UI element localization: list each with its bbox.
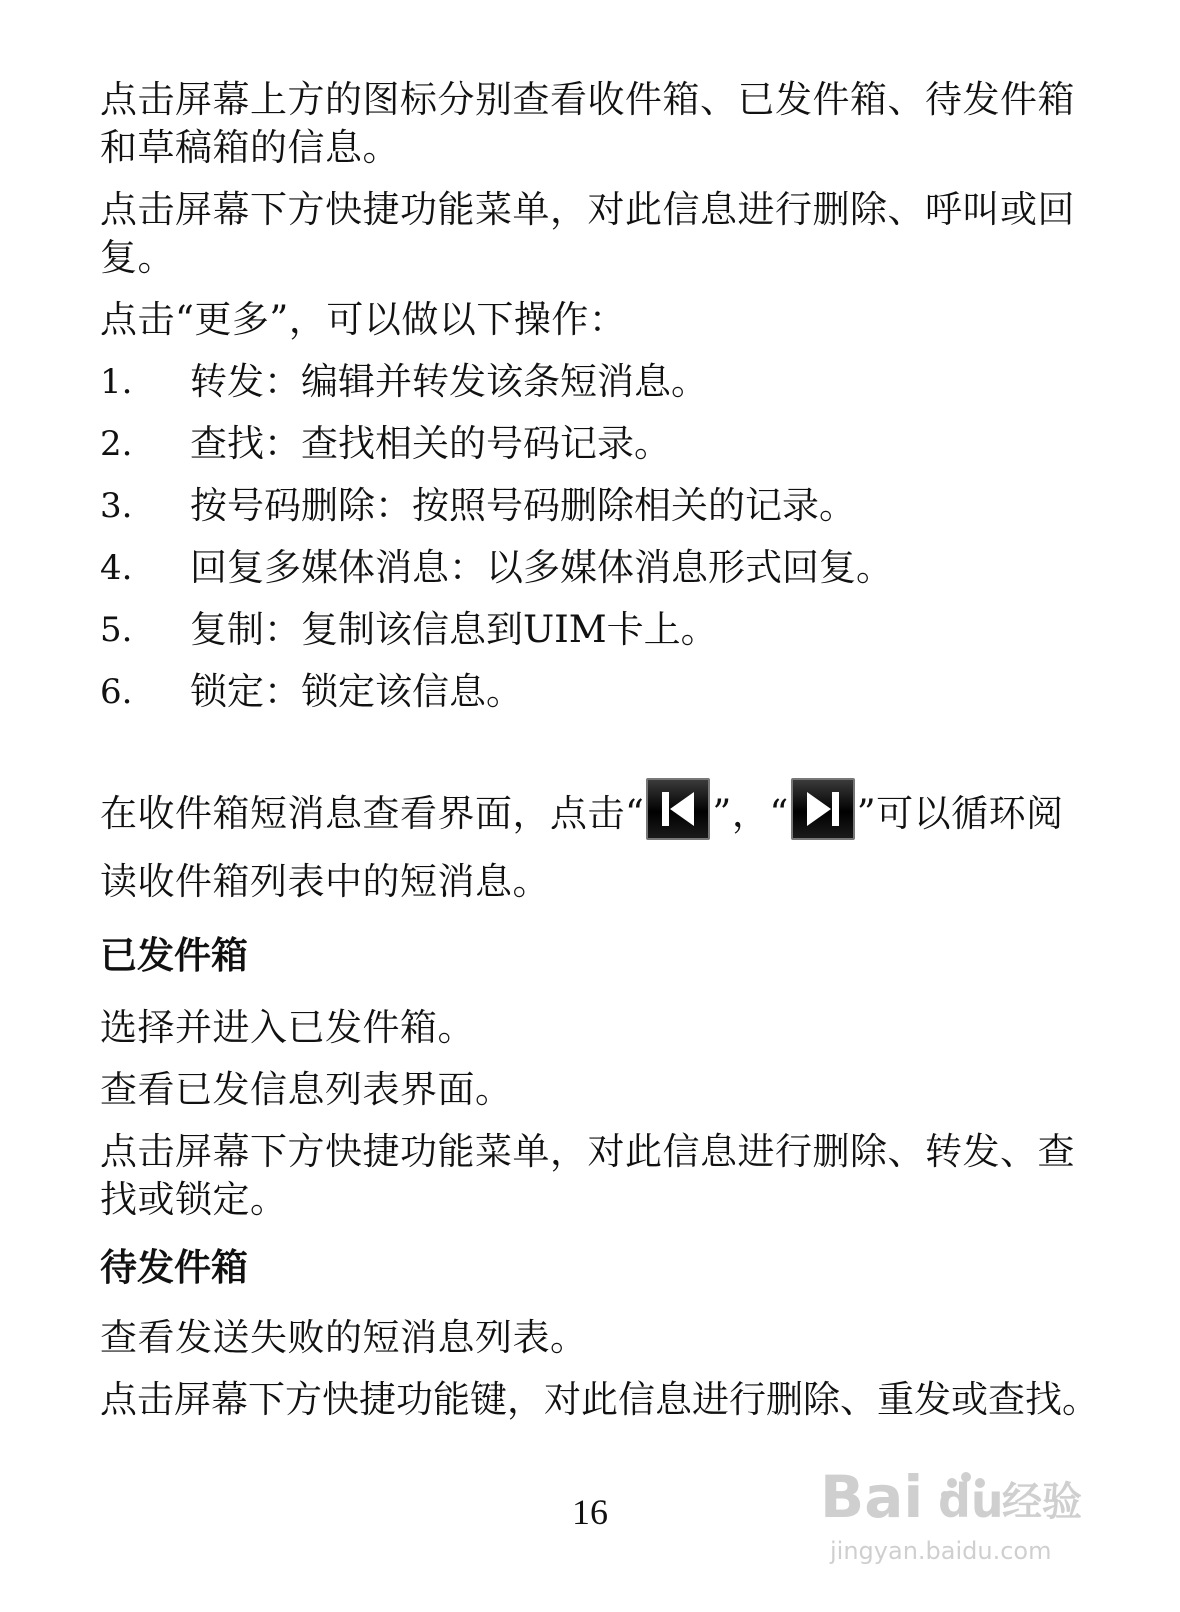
sent-paragraph-3-line-2: 找或锁定。 <box>100 1178 288 1221</box>
list-item-number: 4. <box>100 548 133 588</box>
list-item: 转发：编辑并转发该条短消息。 <box>190 360 708 403</box>
baidu-watermark <box>820 1455 1100 1575</box>
sent-paragraph-2: 查看已发信息列表界面。 <box>100 1068 513 1111</box>
list-item: 查找：查找相关的号码记录。 <box>190 422 671 465</box>
skip-next-icon <box>791 778 855 840</box>
page-number: 16 <box>572 1492 608 1532</box>
paragraph-4-line-2: 读收件箱列表中的短消息。 <box>100 860 550 903</box>
paragraph-2-line-2: 复。 <box>100 236 175 279</box>
paragraph-1-line-2: 和草稿箱的信息。 <box>100 126 400 169</box>
paragraph-4-line-1 <box>100 778 1064 840</box>
list-item: 按号码删除：按照号码删除相关的记录。 <box>190 484 856 527</box>
outbox-paragraph-2: 点击屏幕下方快捷功能键，对此信息进行删除、重发或查找。 <box>100 1378 1099 1421</box>
paragraph-3: 点击“更多”，可以做以下操作： <box>100 298 627 341</box>
list-item-number: 2. <box>100 424 133 464</box>
list-item: 回复多媒体消息：以多媒体消息形式回复。 <box>190 546 893 589</box>
paragraph-4-before: 在收件箱短消息查看界面，点击“ <box>100 792 645 835</box>
list-item: 复制：复制该信息到UIM卡上。 <box>190 608 718 651</box>
section-heading-sent: 已发件箱 <box>100 934 248 977</box>
list-item: 锁定：锁定该信息。 <box>190 670 523 713</box>
baidu-logo-icon <box>820 1455 1100 1575</box>
section-heading-outbox: 待发件箱 <box>100 1246 248 1289</box>
paragraph-4-after: ”可以循环阅 <box>856 792 1064 835</box>
svg-text:jingyan.baidu.com: jingyan.baidu.com <box>830 1537 1052 1565</box>
outbox-paragraph-1: 查看发送失败的短消息列表。 <box>100 1316 588 1359</box>
skip-previous-icon <box>646 778 710 840</box>
svg-text:Bai: Bai <box>820 1463 924 1531</box>
list-item-number: 1. <box>100 362 133 402</box>
svg-text:du: du <box>938 1474 1004 1528</box>
paragraph-2-line-1: 点击屏幕下方快捷功能菜单，对此信息进行删除、呼叫或回 <box>100 188 1075 231</box>
sent-paragraph-3-line-1: 点击屏幕下方快捷功能菜单，对此信息进行删除、转发、查 <box>100 1130 1075 1173</box>
paragraph-4-mid: ”，“ <box>712 792 789 835</box>
list-item-number: 3. <box>100 486 133 526</box>
paragraph-1-line-1: 点击屏幕上方的图标分别查看收件箱、已发件箱、待发件箱 <box>100 78 1075 121</box>
list-item-number: 5. <box>100 610 133 650</box>
list-item-number: 6. <box>100 672 133 712</box>
sent-paragraph-1: 选择并进入已发件箱。 <box>100 1006 475 1049</box>
svg-text:经验: 经验 <box>1002 1479 1082 1525</box>
